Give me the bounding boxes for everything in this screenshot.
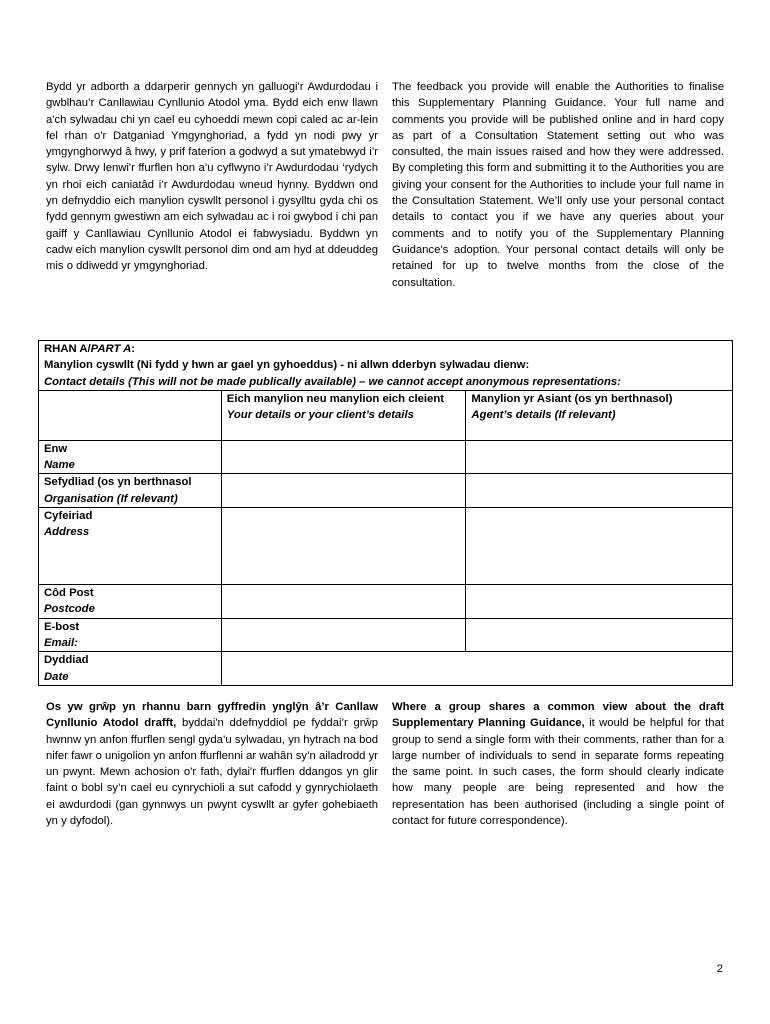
agent-name-field[interactable] (466, 440, 733, 474)
form-subtitle-english: Contact details (This will not be made publically available) – we cannot accept anonymous representations: (44, 375, 621, 388)
your-organisation-field[interactable] (221, 474, 466, 508)
page-number: 2 (716, 963, 723, 975)
form-row-date (39, 652, 733, 686)
form-row-name (39, 440, 733, 474)
row-label-email: E-bost Email: (39, 618, 222, 652)
agent-details-header: Manylion yr Asiant (os yn berthnasol) Agent’s details (If relevant) (466, 390, 733, 440)
row-label-postcode: Côd Post Postcode (39, 585, 222, 619)
agent-address-field[interactable] (466, 508, 733, 585)
intro-english: The feedback you provide will enable the Authorities to finalise this Supplementary Planning Guidance. Your full name and comments you provide will be published online and in hard copy as part of a Consultation Statement setting out who was consulted, the main issues raised and how they were addressed. By completing this form and submitting it to the Authorities you are giving your consent for the Authorities to include your full name in the Consultation Statement. We’ll only use your personal contact details to contact you if we have any queries about your comments and to notify you of the Supplementary Planning Guidance’s adoption. Your personal contact details will only be retained for up to twelve months from the close of the consultation. (392, 81, 724, 289)
your-address-field[interactable] (221, 508, 466, 585)
row-label-name: Enw Name (39, 440, 222, 474)
date-field[interactable] (221, 652, 732, 686)
row-label-date: Dyddiad Date (39, 652, 222, 686)
row-label-organisation: Sefydliad (os yn berthnasol Organisation (If relevant) (39, 474, 222, 508)
part-title: RHAN A/PART A: (44, 343, 136, 355)
agent-email-field[interactable] (466, 618, 733, 652)
group-note-welsh: Os yw grŵp yn rhannu barn gyffredin ynglŷn â’r Canllaw Cynllunio Atodol drafft, byddai'n ddefnyddiol pe fyddai’r grŵp hwnnw yn anfon ffurflen sengl gyda’u sylwadau, yn hytrach na bod nifer fawr o unigolion yn anfon ffurflenni ar wahân sy’n ailadrodd yr un pwynt. Mewn achosion o'r fath, dylai'r ffurflen ddangos yn glir faint o bobl sy’n cael eu cynrychioli a sut cafodd y gynrychiolaeth ei awdurdodi (gan gynnwys un pwynt cyswllt ar gyfer gohebiaeth yn y dyfodol). (46, 701, 379, 828)
agent-organisation-field[interactable] (466, 474, 733, 508)
empty-header-cell (39, 390, 222, 440)
your-postcode-field[interactable] (221, 585, 466, 619)
your-email-field[interactable] (221, 618, 466, 652)
form-row-organisation (39, 474, 733, 508)
form-row-address (39, 508, 733, 585)
contact-details-form (38, 340, 733, 686)
your-name-field[interactable] (221, 440, 466, 474)
intro-welsh: Bydd yr adborth a ddarperir gennych yn galluogi'r Awdurdodau i gwblhau’r Canllawiau Cynllunio Atodol yma. Bydd eich enw llawn a'ch sylwadau chi yn cael eu cyhoeddi mewn copi caled ac ar-lein fel rhan o'r Datganiad Ymgynghoriad, a fydd yn nodi pwy yr ymgynghorwyd â hwy, y prif faterion a godwyd a sut ymatebwyd i’r sylw. Drwy lenwi'r ffurflen hon a’u cyflwyno i’r Awdurdodau ‘rydych yn rhoi eich caniatâd i’r Awdurdodau wneud hynny. Byddwn ond yn defnyddio eich manylion cyswllt personol i gysylltu gyda chi os fydd gennym gwestiwn am eich sylwadau ac i roi gwybod i chi pan gaiff y Canllawiau Cynllunio Atodol ei fabwysiadu. Byddwn yn cadw eich manylion cyswllt personol dim ond am hyd at ddeuddeg mis o ddiwedd yr ymgynghoriad. (46, 81, 378, 273)
form-row-email (39, 618, 733, 652)
form-subtitle-welsh: Manylion cyswllt (Ni fydd y hwn ar gael yn gyhoeddus) - ni allwn dderbyn sylwadau dienw: (44, 359, 530, 372)
form-row-postcode (39, 585, 733, 619)
form-header (39, 341, 733, 391)
group-note-english: Where a group shares a common view about the draft Supplementary Planning Guidance, it would be helpful for that group to send a single form with their comments, rather than for a large number of individuals to send in separate forms repeating the same point. In such cases, the form should clearly indicate how many people are being represented and how the representation has been authorised (including a single point of contact for future correspondence). (392, 701, 724, 828)
row-label-address: Cyfeiriad Address (39, 508, 222, 585)
agent-postcode-field[interactable] (466, 585, 733, 619)
your-details-header: Eich manylion neu manylion eich cleient Your details or your client’s details (221, 390, 466, 440)
column-header-row (39, 390, 733, 440)
form-header-row (39, 341, 733, 391)
